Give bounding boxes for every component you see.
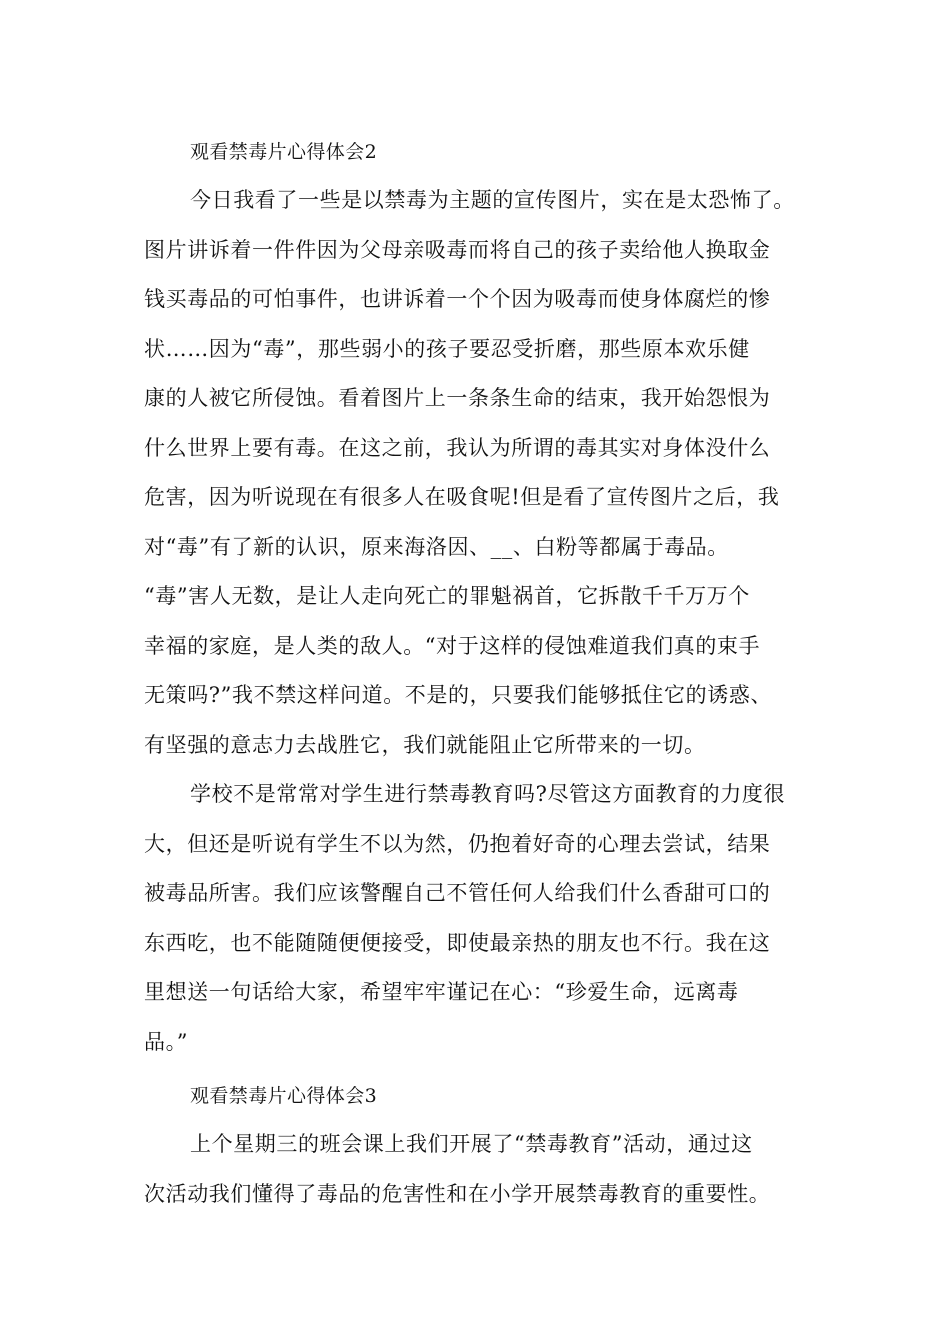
text-line: 今日我看了一些是以禁毒为主题的宣传图片，实在是太恐怖了。 <box>190 188 795 212</box>
text-line: 有坚强的意志力去战胜它，我们就能阻止它所带来的一切。 <box>144 732 706 757</box>
paragraph <box>144 176 824 770</box>
text-line: 学校不是常常对学生进行禁毒教育吗?尽管这方面教育的力度很 <box>190 782 786 806</box>
section-heading: 观看禁毒片心得体会2 <box>190 141 378 163</box>
text-line: 危害，因为听说现在有很多人在吸食呢!但是看了宣传图片之后，我 <box>144 485 780 509</box>
text-line: 上个星期三的班会课上我们开展了“禁毒教育”活动，通过这 <box>190 1132 753 1156</box>
text-line: 状……因为“毒”，那些弱小的孩子要忍受折磨，那些原本欢乐健 <box>144 336 750 361</box>
paragraph <box>144 770 824 1067</box>
text-line: 康的人被它所侵蚀。看着图片上一条条生命的结束，我开始怨恨为 <box>144 386 771 410</box>
paragraph <box>144 1120 824 1219</box>
text-line: “毒”害人无数，是让人走向死亡的罪魁祸首，它拆散千千万万个 <box>144 584 750 608</box>
text-line: 对“毒”有了新的认识，原来海洛因、__、白粉等都属于毒品。 <box>144 534 729 559</box>
text-line: 钱买毒品的可怕事件，也讲诉着一个个因为吸毒而使身体腐烂的惨 <box>144 287 771 311</box>
text-line: 什么世界上要有毒。在这之前，我认为所谓的毒其实对身体没什么 <box>144 435 771 460</box>
text-line: 品。” <box>144 1029 189 1054</box>
text-line: 次活动我们懂得了毒品的危害性和在小学开展禁毒教育的重要性。 <box>144 1181 771 1206</box>
text-line: 图片讲诉着一件件因为父母亲吸毒而将自己的孩子卖给他人换取金 <box>144 237 771 262</box>
text-line: 被毒品所害。我们应该警醒自己不管任何人给我们什么香甜可口的 <box>144 881 771 905</box>
text-line: 大，但还是听说有学生不以为然，仍抱着好奇的心理去尝试，结果 <box>144 831 771 856</box>
text-line: 幸福的家庭，是人类的敌人。“对于这样的侵蚀难道我们真的束手 <box>144 633 761 658</box>
text-line: 无策吗?”我不禁这样问道。不是的，只要我们能够抵住它的诱惑、 <box>144 683 772 707</box>
text-line: 东西吃，也不能随随便便接受，即使最亲热的朋友也不行。我在这 <box>144 930 771 955</box>
section-heading: 观看禁毒片心得体会3 <box>190 1085 378 1107</box>
text-line: 里想送一句话给大家，希望牢牢谨记在心：“珍爱生命，远离毒 <box>144 980 739 1004</box>
